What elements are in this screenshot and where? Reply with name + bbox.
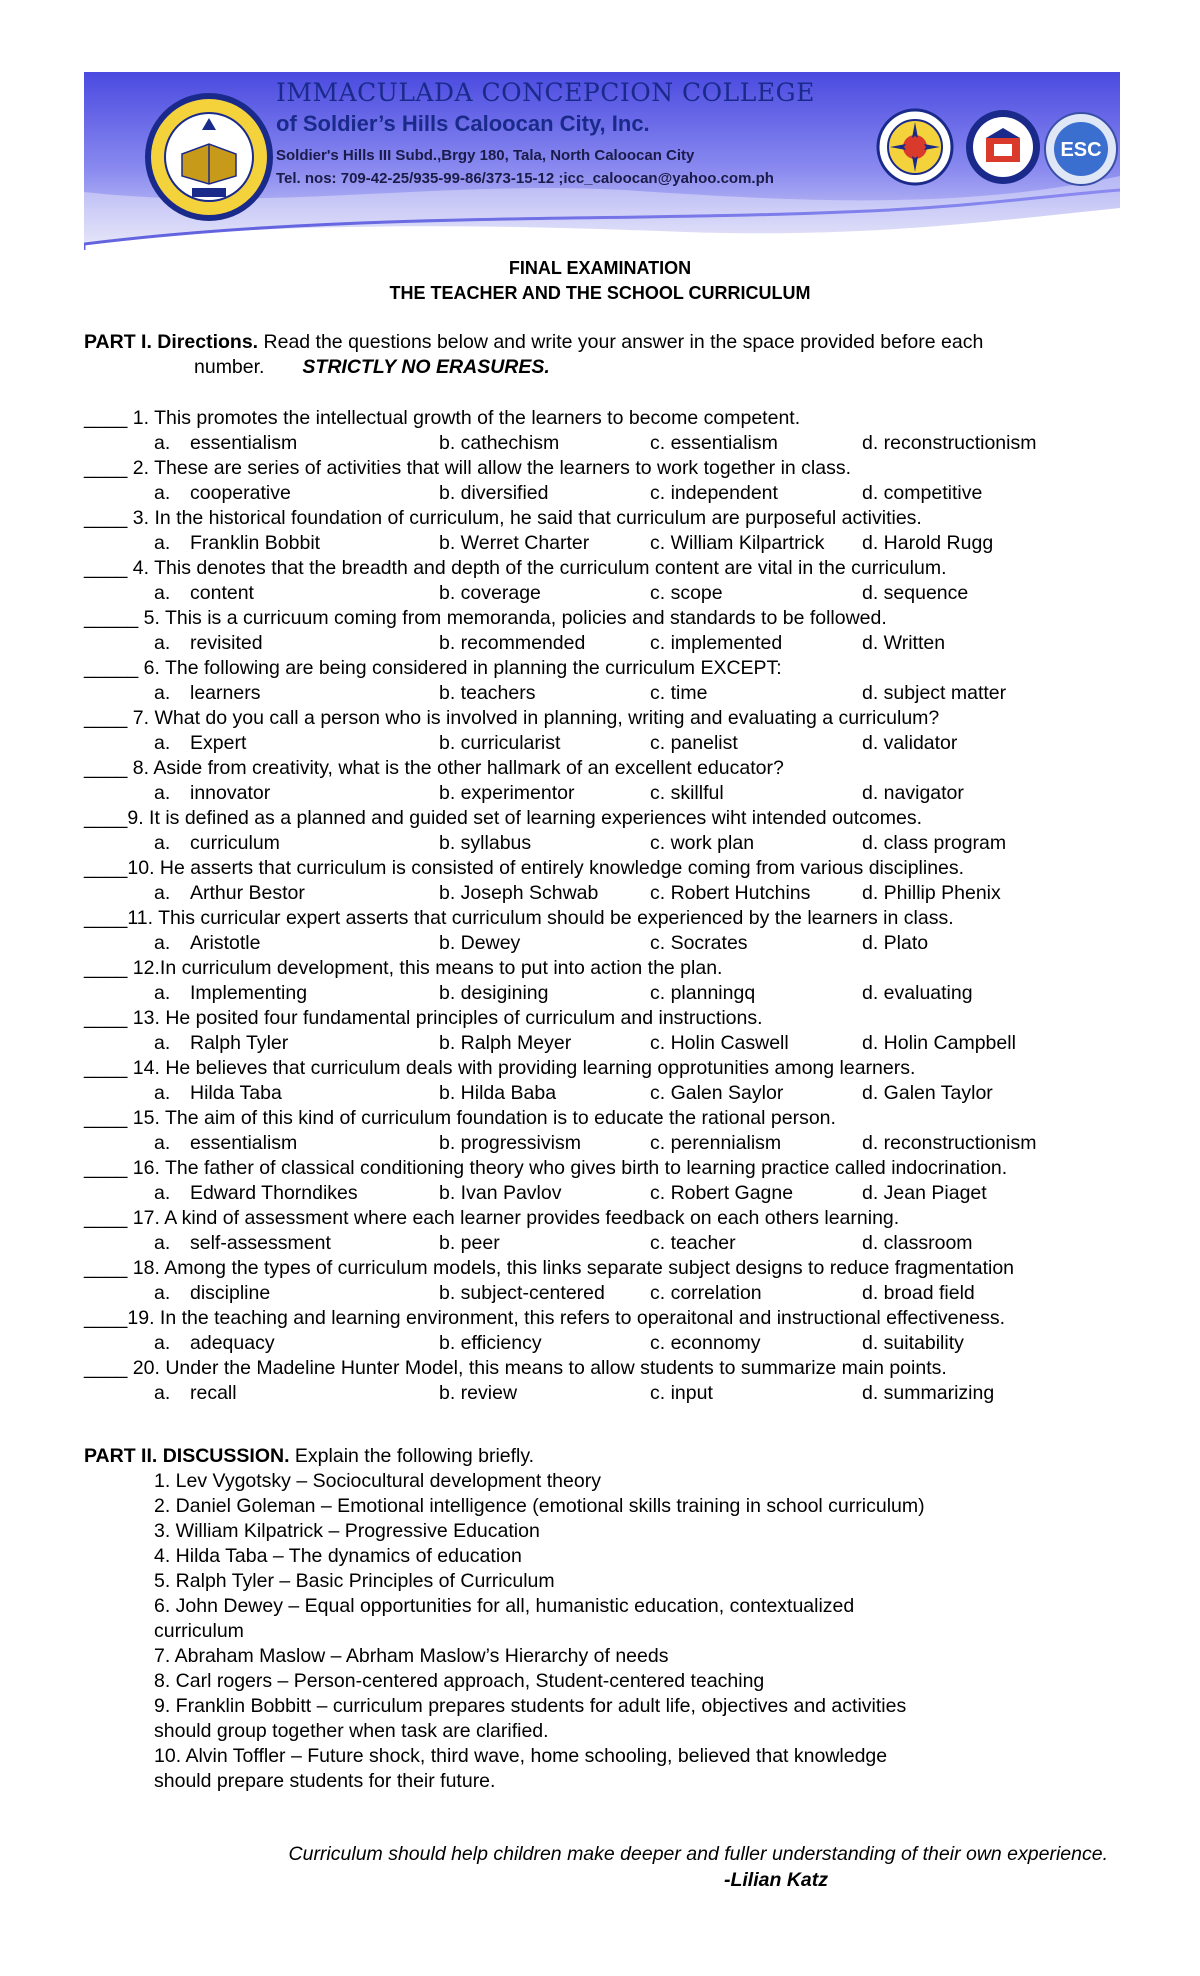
part2-discussion [84, 1444, 1134, 1794]
option-a [154, 631, 263, 656]
part1-text-cont: number. [194, 356, 265, 378]
discussion-item: 8. Carl rogers – Person-centered approach, Student-centered teaching [154, 1670, 765, 1692]
option-d: d. classroom [862, 1232, 973, 1254]
option-d: d. reconstructionism [862, 1132, 1037, 1154]
question-stem: ____ 14. He believes that curriculum deals with providing learning opprotunities among learners. [84, 1057, 916, 1079]
option-b: b. peer [439, 1232, 500, 1254]
question-options [84, 581, 1134, 606]
question-stem: ____ 7. What do you call a person who is involved in planning, writing and evaluating a curriculum? [84, 707, 940, 729]
option-c: c. Robert Hutchins [650, 882, 811, 904]
option-a-letter: a. [154, 1032, 171, 1054]
option-b: b. syllabus [439, 832, 532, 854]
question-options [84, 1131, 1134, 1156]
question-stem: ____ 20. Under the Madeline Hunter Model, this means to allow students to summarize main points. [84, 1357, 947, 1379]
option-b: b. review [439, 1382, 518, 1404]
option-a-letter: a. [154, 482, 171, 504]
question-options [84, 531, 1134, 556]
option-b: b. desigining [439, 982, 549, 1004]
option-a [154, 1131, 297, 1156]
question-options [84, 781, 1134, 806]
option-b: b. Hilda Baba [439, 1082, 557, 1104]
option-a-text: essentialism [190, 1132, 298, 1154]
ched-seal-icon [876, 108, 954, 186]
discussion-item: 5. Ralph Tyler – Basic Principles of Curriculum [154, 1570, 555, 1592]
question-stem: ____ 13. He posited four fundamental principles of curriculum and instructions. [84, 1007, 763, 1029]
option-a [154, 1031, 288, 1056]
option-a [154, 1081, 282, 1106]
option-b: b. Ralph Meyer [439, 1032, 572, 1054]
option-d: d. sequence [862, 582, 969, 604]
part1-text: Read the questions below and write your answer in the space provided before each [258, 331, 984, 353]
option-d: d. navigator [862, 782, 964, 804]
college-header-text [276, 78, 815, 187]
option-a-text: learners [190, 682, 261, 704]
option-c: c. scope [650, 582, 723, 604]
question-stem: ____ 17. A kind of assessment where each learner provides feedback on each others learning. [84, 1207, 900, 1229]
option-a [154, 1381, 237, 1406]
option-a-text: recall [190, 1382, 237, 1404]
question-options [84, 881, 1134, 906]
option-c: c. Holin Caswell [650, 1032, 789, 1054]
option-a [154, 1331, 275, 1356]
option-a-text: Arthur Bestor [190, 882, 305, 904]
question-options [84, 1081, 1134, 1106]
option-c: c. planningq [650, 982, 756, 1004]
option-c: c. independent [650, 482, 778, 504]
option-a [154, 981, 307, 1006]
option-d: d. Holin Campbell [862, 1032, 1016, 1054]
option-a-text: revisited [190, 632, 263, 654]
option-c: c. Socrates [650, 932, 748, 954]
option-a-text: curriculum [190, 832, 280, 854]
option-d: d. summarizing [862, 1382, 995, 1404]
discussion-list [84, 1469, 934, 1794]
discussion-item: 1. Lev Vygotsky – Sociocultural development theory [154, 1470, 601, 1492]
option-d: d. Jean Piaget [862, 1182, 987, 1204]
option-d: d. Plato [862, 932, 929, 954]
option-a-text: content [190, 582, 254, 604]
option-b: b. recommended [439, 632, 586, 654]
part1-emphasis: STRICTLY NO ERASURES. [302, 356, 550, 378]
option-c: c. skillful [650, 782, 724, 804]
option-a [154, 1281, 270, 1306]
option-c: c. essentialism [650, 432, 778, 454]
option-a-text: Franklin Bobbit [190, 532, 321, 554]
option-c: c. Robert Gagne [650, 1182, 794, 1204]
option-a [154, 781, 270, 806]
option-a-text: Implementing [190, 982, 308, 1004]
option-b: b. experimentor [439, 782, 575, 804]
question-options [84, 1331, 1134, 1356]
question-options [84, 681, 1134, 706]
option-a-letter: a. [154, 732, 171, 754]
option-c: c. William Kilpartrick [650, 532, 825, 554]
option-a [154, 1181, 358, 1206]
question-stem: ____ 1. This promotes the intellectual growth of the learners to become competent. [84, 407, 801, 429]
option-d: d. subject matter [862, 682, 1007, 704]
question-options [84, 1281, 1134, 1306]
part2-label: PART II. DISCUSSION. [84, 1445, 290, 1467]
option-d: d. evaluating [862, 982, 973, 1004]
option-a-letter: a. [154, 432, 171, 454]
option-d: d. broad field [862, 1282, 975, 1304]
option-a-text: Aristotle [190, 932, 261, 954]
college-seal-icon [142, 90, 276, 224]
option-b: b. cathechism [439, 432, 560, 454]
header-banner [84, 72, 1120, 250]
option-b: b. coverage [439, 582, 541, 604]
option-a [154, 581, 254, 606]
option-a-letter: a. [154, 1282, 171, 1304]
college-subtitle: of Soldier’s Hills Caloocan City, Inc. [276, 111, 650, 136]
option-d: d. class program [862, 832, 1007, 854]
closing-quote: Curriculum should help children make deeper and fuller understanding of their own experience. [288, 1843, 1108, 1865]
option-a-text: essentialism [190, 432, 298, 454]
option-a-letter: a. [154, 1082, 171, 1104]
option-b: b. efficiency [439, 1332, 542, 1354]
discussion-item: 9. Franklin Bobbitt – curriculum prepares students for adult life, objectives and activities should group together when task are clarified. [154, 1695, 907, 1742]
option-a-letter: a. [154, 982, 171, 1004]
exam-title [0, 256, 1200, 306]
question-options [84, 931, 1134, 956]
option-c: c. correlation [650, 1282, 762, 1304]
option-d: d. Phillip Phenix [862, 882, 1001, 904]
question-options [84, 1231, 1134, 1256]
part1-label: PART I. Directions. [84, 331, 259, 353]
option-b: b. curricularist [439, 732, 561, 754]
question-options [84, 731, 1134, 756]
option-d: d. Written [862, 632, 946, 654]
option-a-text: Hilda Taba [190, 1082, 282, 1104]
question-options [84, 631, 1134, 656]
option-a-text: Ralph Tyler [190, 1032, 289, 1054]
option-a [154, 681, 260, 706]
option-c: c. implemented [650, 632, 783, 654]
quote-author: -Lilian Katz [723, 1869, 828, 1891]
question-options [84, 1381, 1134, 1406]
option-d: d. competitive [862, 482, 983, 504]
option-a-text: adequacy [190, 1332, 275, 1354]
discussion-item: 6. John Dewey – Equal opportunities for all, humanistic education, contextualized curriculum [154, 1595, 855, 1642]
discussion-item: 7. Abraham Maslow – Abrham Maslow’s Hierarchy of needs [154, 1645, 669, 1667]
question-options [84, 431, 1134, 456]
question-list [84, 406, 1134, 1406]
discussion-item: 3. William Kilpatrick – Progressive Education [154, 1520, 540, 1542]
discussion-item: 2. Daniel Goleman – Emotional intelligence (emotional skills training in school curriculum) [154, 1495, 925, 1517]
question-stem: ____ 12.In curriculum development, this means to put into action the plan. [84, 957, 723, 979]
esc-label: ESC [1060, 139, 1102, 161]
option-a [154, 931, 260, 956]
option-c: c. input [650, 1382, 713, 1404]
question-stem: ____9. It is defined as a planned and guided set of learning experiences wiht intended outcomes. [84, 807, 922, 829]
option-a-text: discipline [190, 1282, 271, 1304]
option-a-text: cooperative [190, 482, 291, 504]
option-a-text: self-assessment [190, 1232, 331, 1254]
option-b: b. Dewey [439, 932, 521, 954]
option-d: d. suitability [862, 1332, 964, 1354]
part1-directions [84, 330, 1124, 380]
option-b: b. Werret Charter [439, 532, 590, 554]
option-a-letter: a. [154, 1332, 171, 1354]
question-stem: ____ 8. Aside from creativity, what is the other hallmark of an excellent educator? [84, 757, 784, 779]
option-c: c. work plan [650, 832, 755, 854]
part2-text: Explain the following briefly. [289, 1445, 535, 1467]
college-name: IMMACULADA CONCEPCION COLLEGE [276, 78, 815, 107]
question-stem: ____10. He asserts that curriculum is consisted of entirely knowledge coming from various disciplines. [84, 857, 965, 879]
option-b: b. subject-centered [439, 1282, 605, 1304]
option-a-letter: a. [154, 932, 171, 954]
option-d: d. validator [862, 732, 958, 754]
option-a-letter: a. [154, 682, 171, 704]
option-a-text: innovator [190, 782, 271, 804]
option-a [154, 881, 305, 906]
option-a [154, 481, 291, 506]
option-a [154, 1231, 331, 1256]
question-options [84, 1181, 1134, 1206]
option-b: b. teachers [439, 682, 536, 704]
question-options [84, 481, 1134, 506]
option-c: c. Galen Saylor [650, 1082, 784, 1104]
option-b: b. Ivan Pavlov [439, 1182, 562, 1204]
option-c: c. panelist [650, 732, 738, 754]
option-a [154, 431, 297, 456]
question-stem: ____11. This curricular expert asserts that curriculum should be experienced by the learners in class. [84, 907, 954, 929]
option-b: b. Joseph Schwab [439, 882, 599, 904]
question-options [84, 831, 1134, 856]
option-a-letter: a. [154, 532, 171, 554]
option-a-letter: a. [154, 632, 171, 654]
option-c: c. time [650, 682, 708, 704]
college-address: Soldier's Hills III Subd.,Brgy 180, Tala, North Caloocan City [276, 147, 695, 164]
option-a-text: Expert [190, 732, 247, 754]
exam-title-line2: THE TEACHER AND THE SCHOOL CURRICULUM [389, 283, 811, 303]
college-telephone: Tel. nos: 709-42-25/935-99-86/373-15-12 ;icc_caloocan@yahoo.com.ph [276, 170, 774, 187]
option-a [154, 731, 246, 756]
option-d: d. reconstructionism [862, 432, 1037, 454]
question-stem: ____19. In the teaching and learning environment, this refers to operaitonal and instructional effectiveness. [84, 1307, 1006, 1329]
option-a-text: Edward Thorndikes [190, 1182, 358, 1204]
option-c: c. econnomy [650, 1332, 761, 1354]
question-stem: ____ 15. The aim of this kind of curriculum foundation is to educate the rational person. [84, 1107, 836, 1129]
option-c: c. teacher [650, 1232, 736, 1254]
option-a [154, 831, 280, 856]
esc-seal-icon [1042, 110, 1120, 188]
option-d: d. Galen Taylor [862, 1082, 993, 1104]
question-stem: ____ 3. In the historical foundation of curriculum, he said that curriculum are purposeful activities. [84, 507, 922, 529]
option-b: b. diversified [439, 482, 549, 504]
option-a-letter: a. [154, 782, 171, 804]
question-stem: ____ 16. The father of classical conditioning theory who gives birth to learning practice called indocrination. [84, 1157, 1008, 1179]
question-stem: ____ 2. These are series of activities that will allow the learners to work together in class. [84, 457, 852, 479]
option-c: c. perennialism [650, 1132, 782, 1154]
option-a-letter: a. [154, 582, 171, 604]
question-stem: _____ 5. This is a curricuum coming from memoranda, policies and standards to be followed. [84, 607, 887, 629]
question-options [84, 981, 1134, 1006]
exam-title-line1: FINAL EXAMINATION [508, 258, 692, 278]
option-a-letter: a. [154, 832, 171, 854]
option-a [154, 531, 320, 556]
option-a-letter: a. [154, 1132, 171, 1154]
discussion-item: 10. Alvin Toffler – Future shock, third wave, home schooling, believed that knowledge should prepare students for their future. [154, 1745, 888, 1792]
option-a-letter: a. [154, 1382, 171, 1404]
question-options [84, 1031, 1134, 1056]
question-stem: ____ 18. Among the types of curriculum models, this links separate subject designs to reduce fragmentation [84, 1257, 1015, 1279]
option-a-letter: a. [154, 1232, 171, 1254]
option-b: b. progressivism [439, 1132, 581, 1154]
option-d: d. Harold Rugg [862, 532, 994, 554]
deped-seal-icon [964, 108, 1042, 186]
discussion-item: 4. Hilda Taba – The dynamics of education [154, 1545, 522, 1567]
question-stem: ____ 4. This denotes that the breadth and depth of the curriculum content are vital in the curriculum. [84, 557, 947, 579]
option-a-letter: a. [154, 882, 171, 904]
question-stem: _____ 6. The following are being considered in planning the curriculum EXCEPT: [84, 657, 782, 679]
option-a-letter: a. [154, 1182, 171, 1204]
